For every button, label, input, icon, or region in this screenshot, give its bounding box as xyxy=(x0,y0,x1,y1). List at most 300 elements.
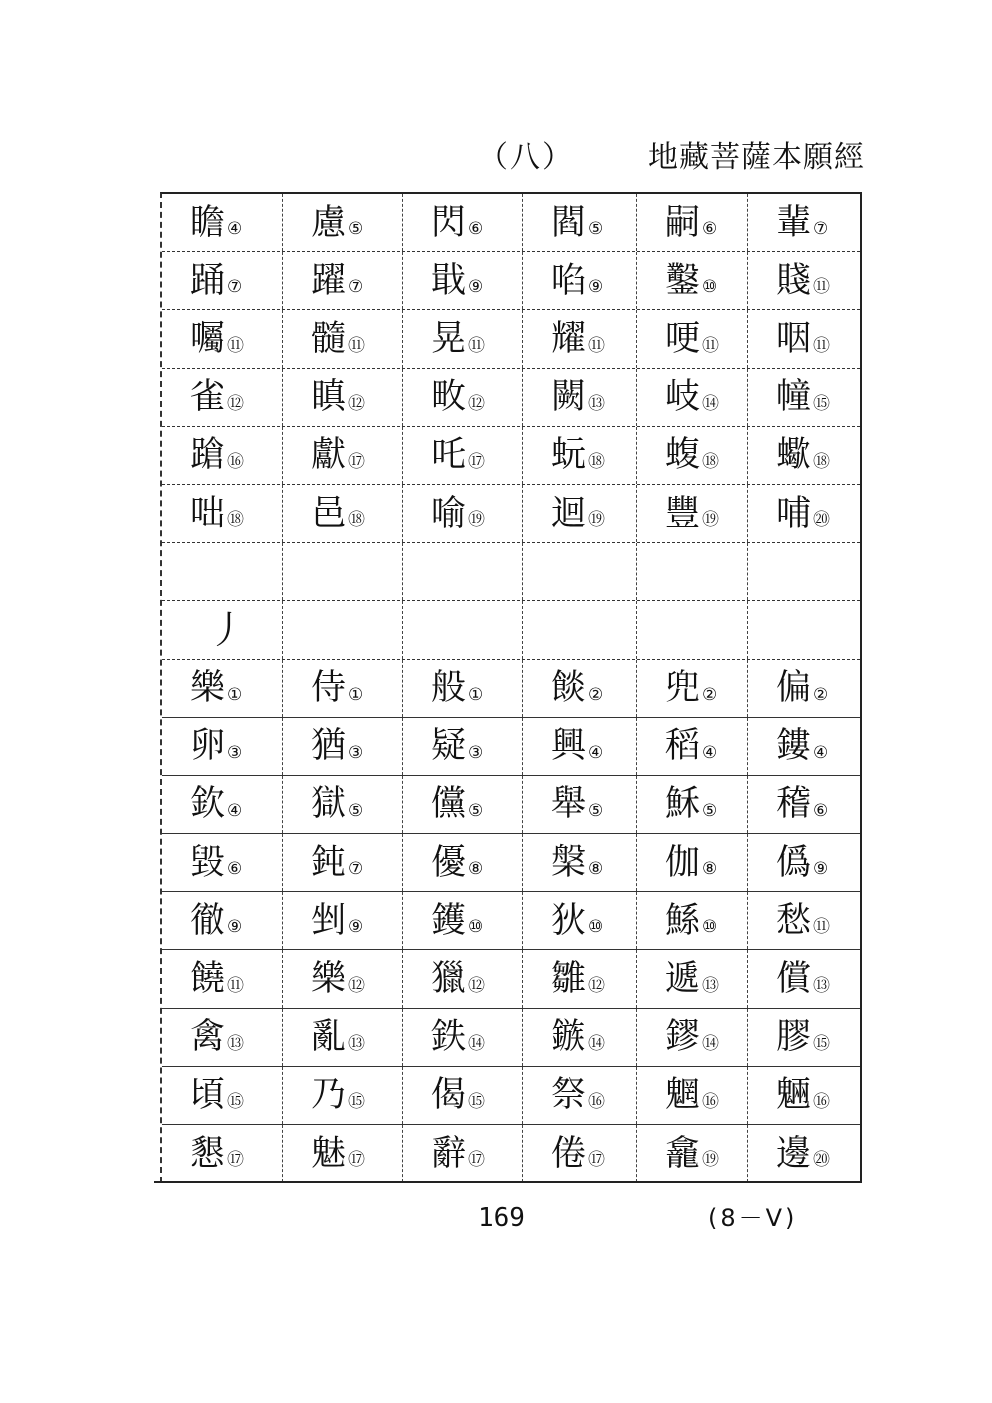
reference-number: ⑰ xyxy=(348,451,366,472)
table-cell xyxy=(162,892,283,949)
reference-number: ⑥ xyxy=(227,859,243,880)
character: 疑 xyxy=(431,726,467,767)
character: 稽 xyxy=(776,784,812,825)
reference-number: ⑧ xyxy=(702,859,718,880)
table-row xyxy=(162,718,860,776)
bottom-rule xyxy=(154,1181,862,1183)
section-label: （八） xyxy=(478,140,574,175)
table-cell xyxy=(523,834,637,891)
character: 闕 xyxy=(551,377,587,418)
reference-number: ⑤ xyxy=(468,801,484,822)
character: 偈 xyxy=(431,1075,467,1116)
reference-number: ⑬ xyxy=(348,1033,366,1054)
table-cell xyxy=(637,834,748,891)
character: 咄 xyxy=(190,493,226,534)
character: 膠 xyxy=(776,1017,812,1058)
table-row xyxy=(162,660,860,718)
reference-number: ⑱ xyxy=(588,451,606,472)
reference-number: ⑬ xyxy=(702,975,720,996)
reference-number: ⑯ xyxy=(813,1092,831,1112)
character: 鏃 xyxy=(551,1017,587,1058)
character: 龕 xyxy=(665,1133,701,1174)
character: 懇 xyxy=(190,1133,226,1174)
reference-number: ⑲ xyxy=(702,510,720,531)
table-cell xyxy=(523,776,637,833)
reference-number: ⑭ xyxy=(588,1033,606,1054)
reference-number: ⑫ xyxy=(588,975,606,996)
reference-number: ⑰ xyxy=(588,1150,606,1171)
reference-number: ⑪ xyxy=(813,335,831,356)
reference-number: ⑪ xyxy=(348,335,366,356)
reference-number: ⑪ xyxy=(813,277,831,298)
character: 蹌 xyxy=(190,435,226,476)
table-cell xyxy=(162,427,283,484)
table-row xyxy=(162,1067,860,1125)
reference-number: ⑧ xyxy=(588,859,604,880)
reference-number: ⑪ xyxy=(588,335,606,356)
character: 亂 xyxy=(311,1017,347,1058)
reference-number: ⑮ xyxy=(348,1092,366,1112)
reference-number: ⑳ xyxy=(813,1150,831,1171)
table-row xyxy=(162,194,860,252)
reference-number: ⑨ xyxy=(348,917,364,938)
table-cell xyxy=(283,252,403,309)
reference-number: ④ xyxy=(588,742,604,763)
table-cell xyxy=(637,776,748,833)
reference-number: ⑬ xyxy=(813,975,831,996)
character: 鯀 xyxy=(665,900,701,941)
table-cell xyxy=(637,950,748,1007)
table-cell xyxy=(523,485,637,542)
reference-number: ⑨ xyxy=(468,277,484,298)
page-number: 169 xyxy=(478,1203,525,1233)
table-cell xyxy=(748,950,860,1007)
character: 邑 xyxy=(311,493,347,534)
table-cell xyxy=(523,1125,637,1182)
table-cell xyxy=(403,1009,523,1066)
character: 幢 xyxy=(776,377,812,418)
table-cell xyxy=(283,834,403,891)
reference-number: ⑰ xyxy=(227,1150,245,1171)
character: 偏 xyxy=(776,668,812,709)
reference-number: ⑪ xyxy=(813,917,831,938)
reference-number: ⑪ xyxy=(702,335,720,356)
character: 魍 xyxy=(665,1075,701,1116)
table-cell xyxy=(748,834,860,891)
character: 耀 xyxy=(551,318,587,359)
table-cell xyxy=(748,1125,860,1182)
character: 瞋 xyxy=(311,377,347,418)
character: 僞 xyxy=(776,842,812,883)
table-cell xyxy=(283,660,403,717)
character: 毀 xyxy=(190,842,226,883)
table-cell xyxy=(403,950,523,1007)
reference-number: ⑱ xyxy=(813,451,831,472)
reference-number: ⑰ xyxy=(348,1150,366,1171)
character: 獻 xyxy=(311,435,347,476)
reference-number: ⑥ xyxy=(468,219,484,240)
table-cell xyxy=(283,369,403,426)
reference-number: ⑰ xyxy=(468,451,486,472)
reference-number: ⑲ xyxy=(468,510,486,531)
reference-number: ① xyxy=(227,684,243,705)
character: 魅 xyxy=(311,1133,347,1174)
reference-number: ⑫ xyxy=(348,393,366,414)
character: 鏤 xyxy=(776,726,812,767)
table-cell xyxy=(403,834,523,891)
reference-number: ④ xyxy=(227,801,243,822)
character: 乃 xyxy=(311,1075,347,1116)
character: 豐 xyxy=(665,493,701,534)
character: 髓 xyxy=(311,318,347,359)
reference-number: ⑦ xyxy=(348,859,364,880)
character: 鏐 xyxy=(665,1017,701,1058)
character: 般 xyxy=(431,668,467,709)
reference-number: ⑬ xyxy=(227,1033,245,1054)
reference-number: ⑨ xyxy=(227,917,243,938)
table-cell xyxy=(403,718,523,775)
reference-number: ⑫ xyxy=(227,393,245,414)
table-cell xyxy=(162,718,283,775)
character-index-table xyxy=(160,192,862,1183)
table-cell xyxy=(162,1125,283,1182)
table-cell xyxy=(637,485,748,542)
reference-number: ⑩ xyxy=(702,277,718,298)
table-cell xyxy=(283,194,403,251)
table-cell xyxy=(523,950,637,1007)
character: 晃 xyxy=(431,318,467,359)
character: 蝮 xyxy=(665,435,701,476)
table-cell xyxy=(637,194,748,251)
character: 辭 xyxy=(431,1133,467,1174)
reference-number: ⑮ xyxy=(227,1092,245,1112)
reference-number: ⑤ xyxy=(348,219,364,240)
table-row xyxy=(162,543,860,601)
table-cell xyxy=(637,543,748,600)
reference-number: ⑩ xyxy=(468,917,484,938)
character: 岐 xyxy=(665,377,701,418)
table-cell xyxy=(162,1067,283,1124)
table-cell xyxy=(283,776,403,833)
character: 吒 xyxy=(431,435,467,476)
character: 稻 xyxy=(665,726,701,767)
reference-number: ⑦ xyxy=(227,277,243,298)
table-cell xyxy=(637,1125,748,1182)
table-cell xyxy=(162,310,283,367)
table-cell xyxy=(748,601,860,658)
table-row xyxy=(162,1009,860,1067)
reference-number: ⑱ xyxy=(227,510,245,531)
table-cell xyxy=(523,194,637,251)
reference-number: ⑥ xyxy=(702,219,718,240)
table-cell xyxy=(523,427,637,484)
character: 踊 xyxy=(190,260,226,301)
reference-number: ⑱ xyxy=(702,451,720,472)
character: 哺 xyxy=(776,493,812,534)
character: 哽 xyxy=(665,318,701,359)
reference-number: ⑨ xyxy=(813,859,829,880)
character: 遞 xyxy=(665,959,701,1000)
table-cell xyxy=(748,1067,860,1124)
table-row xyxy=(162,1125,860,1183)
table-cell xyxy=(523,543,637,600)
table-cell xyxy=(403,660,523,717)
reference-number: ⑱ xyxy=(348,510,366,531)
table-cell xyxy=(162,776,283,833)
reference-number: ⑤ xyxy=(588,801,604,822)
book-title: 地藏菩薩本願經 xyxy=(648,140,865,175)
table-cell xyxy=(162,834,283,891)
reference-number: ⑨ xyxy=(588,277,604,298)
table-cell xyxy=(162,485,283,542)
reference-number: ⑥ xyxy=(813,801,829,822)
reference-number: ⑭ xyxy=(702,1033,720,1054)
table-cell xyxy=(523,660,637,717)
reference-number: ⑭ xyxy=(468,1033,486,1054)
character: 囑 xyxy=(190,318,226,359)
character: 啗 xyxy=(551,260,587,301)
character: 樂 xyxy=(311,959,347,1000)
table-cell xyxy=(403,252,523,309)
table-cell xyxy=(283,485,403,542)
character: 兜 xyxy=(665,668,701,709)
character: 猶 xyxy=(311,726,347,767)
table-cell xyxy=(162,601,283,658)
table-cell xyxy=(162,1009,283,1066)
reference-number: ① xyxy=(348,684,364,705)
character: 欽 xyxy=(190,784,226,825)
character: 雀 xyxy=(190,377,226,418)
character: 閻 xyxy=(551,202,587,243)
reference-number: ④ xyxy=(702,742,718,763)
table-cell xyxy=(523,310,637,367)
table-cell xyxy=(403,369,523,426)
character: 雛 xyxy=(551,959,587,1000)
reference-number: ⑲ xyxy=(702,1150,720,1171)
reference-number: ⑮ xyxy=(468,1092,486,1112)
table-cell xyxy=(748,427,860,484)
table-row xyxy=(162,601,860,659)
character: 嗣 xyxy=(665,202,701,243)
reference-number: ④ xyxy=(813,742,829,763)
table-cell xyxy=(403,543,523,600)
table-cell xyxy=(283,892,403,949)
table-cell xyxy=(283,1009,403,1066)
reference-number: ⑧ xyxy=(468,859,484,880)
table-cell xyxy=(523,601,637,658)
character: 戢 xyxy=(431,260,467,301)
reference-number: ⑩ xyxy=(702,917,718,938)
table-cell xyxy=(637,1067,748,1124)
character: 剉 xyxy=(311,900,347,941)
character: 迴 xyxy=(551,493,587,534)
table-cell xyxy=(403,194,523,251)
character: 獄 xyxy=(311,784,347,825)
character: 儻 xyxy=(431,784,467,825)
radical-heading: 丿 xyxy=(208,607,247,652)
reference-number: ⑮ xyxy=(813,393,831,414)
reference-number: ② xyxy=(588,684,604,705)
character: 慮 xyxy=(311,202,347,243)
character: 伽 xyxy=(665,842,701,883)
reference-number: ⑪ xyxy=(468,335,486,356)
table-cell xyxy=(403,310,523,367)
character: 蠍 xyxy=(776,435,812,476)
table-row xyxy=(162,485,860,543)
character: 狄 xyxy=(551,900,587,941)
table-cell xyxy=(403,427,523,484)
reference-number: ⑯ xyxy=(702,1092,720,1112)
reference-number: ⑮ xyxy=(813,1033,831,1054)
reference-number: ⑭ xyxy=(702,393,720,414)
table-cell xyxy=(637,427,748,484)
character: 鑿 xyxy=(665,260,701,301)
table-cell xyxy=(283,310,403,367)
table-cell xyxy=(637,718,748,775)
table-row xyxy=(162,892,860,950)
character: 樂 xyxy=(190,668,226,709)
reference-number: ⑩ xyxy=(588,917,604,938)
table-cell xyxy=(283,718,403,775)
character: 瞻 xyxy=(190,202,226,243)
table-cell xyxy=(403,1067,523,1124)
character: 祭 xyxy=(551,1075,587,1116)
table-row xyxy=(162,776,860,834)
character: 輩 xyxy=(776,202,812,243)
reference-number: ⑦ xyxy=(348,277,364,298)
reference-number: ⑰ xyxy=(468,1150,486,1171)
table-cell xyxy=(637,892,748,949)
character: 頃 xyxy=(190,1075,226,1116)
reference-number: ③ xyxy=(348,742,364,763)
character: 興 xyxy=(551,726,587,767)
table-cell xyxy=(403,1125,523,1182)
reference-number: ② xyxy=(813,684,829,705)
table-cell xyxy=(283,601,403,658)
table-cell xyxy=(748,543,860,600)
character: 閃 xyxy=(431,202,467,243)
table-cell xyxy=(403,892,523,949)
table-cell xyxy=(283,1125,403,1182)
table-cell xyxy=(162,660,283,717)
table-cell xyxy=(637,369,748,426)
table-cell xyxy=(748,892,860,949)
character: 侍 xyxy=(311,668,347,709)
table-cell xyxy=(523,1067,637,1124)
reference-number: ⑪ xyxy=(227,335,245,356)
reference-number: ⑫ xyxy=(468,393,486,414)
table-cell xyxy=(748,485,860,542)
table-cell xyxy=(523,892,637,949)
reference-number: ③ xyxy=(468,742,484,763)
table-cell xyxy=(283,427,403,484)
character: 餤 xyxy=(551,668,587,709)
table-cell xyxy=(162,194,283,251)
table-row xyxy=(162,834,860,892)
character: 魎 xyxy=(776,1075,812,1116)
table-row xyxy=(162,310,860,368)
table-cell xyxy=(748,660,860,717)
table-cell xyxy=(748,1009,860,1066)
character: 喻 xyxy=(431,493,467,534)
table-cell xyxy=(162,369,283,426)
table-cell xyxy=(637,252,748,309)
table-cell xyxy=(748,252,860,309)
character: 咽 xyxy=(776,318,812,359)
table-cell xyxy=(283,950,403,1007)
table-cell xyxy=(403,601,523,658)
character: 倦 xyxy=(551,1133,587,1174)
reference-number: ⑫ xyxy=(348,975,366,996)
table-row xyxy=(162,252,860,310)
table-row xyxy=(162,427,860,485)
reference-number: ⑤ xyxy=(348,801,364,822)
table-cell xyxy=(523,718,637,775)
character: 鑊 xyxy=(431,900,467,941)
character: 獵 xyxy=(431,959,467,1000)
reference-number: ② xyxy=(702,684,718,705)
table-cell xyxy=(283,543,403,600)
character: 邊 xyxy=(776,1133,812,1174)
character: 優 xyxy=(431,842,467,883)
character: 舉 xyxy=(551,784,587,825)
table-cell xyxy=(523,252,637,309)
table-cell xyxy=(523,1009,637,1066)
table-row xyxy=(162,369,860,427)
character: 鈍 xyxy=(311,842,347,883)
character: 躍 xyxy=(311,260,347,301)
table-cell xyxy=(523,369,637,426)
character: 卵 xyxy=(190,726,226,767)
character: 鉄 xyxy=(431,1017,467,1058)
table-cell xyxy=(162,950,283,1007)
table-cell xyxy=(748,194,860,251)
character: 槃 xyxy=(551,842,587,883)
character: 賤 xyxy=(776,260,812,301)
reference-number: ⑯ xyxy=(588,1092,606,1112)
reference-number: ④ xyxy=(227,219,243,240)
table-row xyxy=(162,950,860,1008)
table-cell xyxy=(403,485,523,542)
character: 償 xyxy=(776,959,812,1000)
reference-number: ⑬ xyxy=(588,393,606,414)
table-cell xyxy=(283,1067,403,1124)
reference-number: ⑪ xyxy=(227,975,245,996)
character: 徹 xyxy=(190,900,226,941)
page-code: (8－V) xyxy=(708,1204,798,1232)
table-cell xyxy=(748,310,860,367)
character: 禽 xyxy=(190,1017,226,1058)
reference-number: ⑦ xyxy=(813,219,829,240)
reference-number: ⑫ xyxy=(468,975,486,996)
reference-number: ⑤ xyxy=(702,801,718,822)
reference-number: ⑤ xyxy=(588,219,604,240)
character: 饒 xyxy=(190,959,226,1000)
character: 愁 xyxy=(776,900,812,941)
table-cell xyxy=(637,1009,748,1066)
character: 蚖 xyxy=(551,435,587,476)
reference-number: ⑲ xyxy=(588,510,606,531)
reference-number: ⑯ xyxy=(227,451,245,472)
table-cell xyxy=(637,310,748,367)
table-cell xyxy=(748,369,860,426)
table-cell xyxy=(162,252,283,309)
character: 畋 xyxy=(431,377,467,418)
table-cell xyxy=(748,776,860,833)
table-cell xyxy=(637,601,748,658)
reference-number: ⑳ xyxy=(813,510,831,531)
table-cell xyxy=(637,660,748,717)
